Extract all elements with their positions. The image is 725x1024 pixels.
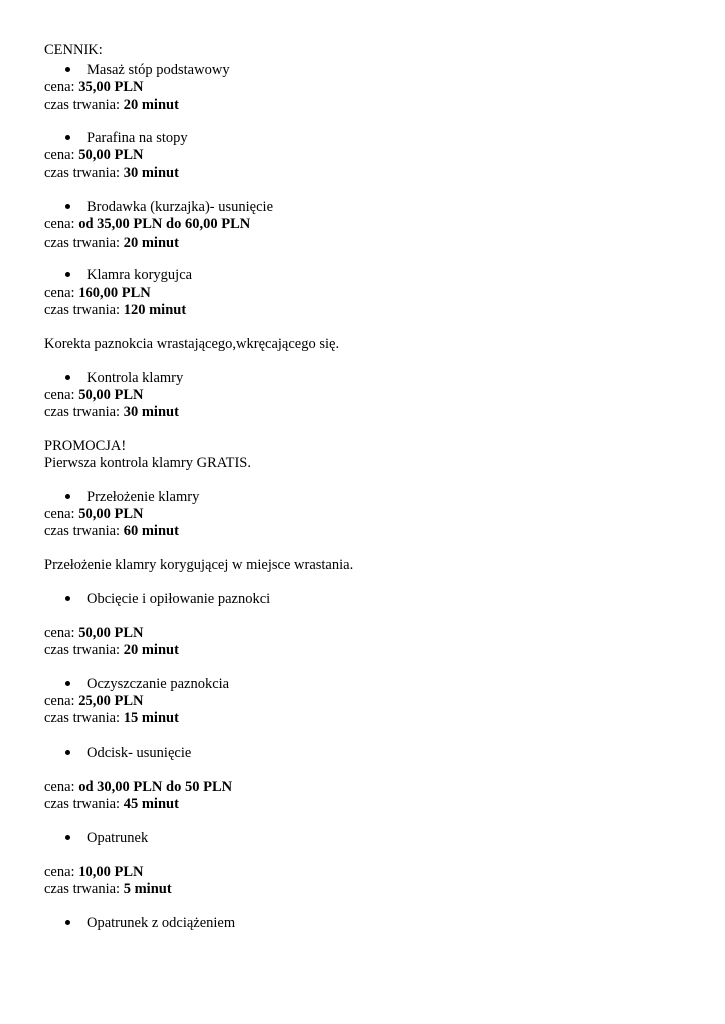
promo-title: PROMOCJA! [44, 438, 127, 454]
price-label: cena: [44, 387, 75, 403]
time-label: czas trwania: [44, 302, 121, 318]
time-value: 30 minut [123, 404, 179, 420]
time-value: 120 minut [123, 302, 187, 318]
list-item [65, 267, 193, 284]
bullet-icon [65, 750, 70, 755]
time-line [44, 710, 179, 727]
price-line [44, 147, 143, 164]
price-label: cena: [44, 625, 75, 641]
bullet-icon [65, 204, 70, 209]
price-label: cena: [44, 506, 75, 522]
list-item [65, 591, 271, 608]
list-item [65, 676, 230, 693]
price-line [44, 625, 143, 642]
bullet-icon [65, 920, 70, 925]
time-value: 45 minut [123, 796, 179, 812]
time-label: czas trwania: [44, 523, 121, 539]
time-value: 20 minut [123, 97, 179, 113]
time-line [44, 404, 179, 421]
bullet-icon [65, 67, 70, 72]
time-label: czas trwania: [44, 796, 121, 812]
price-line [44, 779, 232, 796]
price-value: od 30,00 PLN do 50 PLN [78, 779, 233, 795]
time-line [44, 97, 179, 114]
price-line [44, 693, 143, 710]
list-item [65, 745, 192, 762]
bullet-icon [65, 835, 70, 840]
price-value: 25,00 PLN [78, 693, 144, 709]
promo-text: Pierwsza kontrola klamry GRATIS. [44, 455, 251, 471]
service-note: Korekta paznokcia wrastającego,wkręcającego się. [44, 336, 340, 352]
bullet-icon [65, 135, 70, 140]
price-line [44, 864, 143, 881]
service-name: Kontrola klamry [87, 370, 184, 386]
price-line [44, 506, 143, 523]
price-value: 160,00 PLN [78, 285, 151, 301]
price-value: 50,00 PLN [78, 387, 144, 403]
price-value: 10,00 PLN [78, 864, 144, 880]
service-name: Klamra korygujca [87, 267, 193, 283]
service-name: Obcięcie i opiłowanie paznokci [87, 591, 271, 607]
bullet-icon [65, 375, 70, 380]
time-line [44, 235, 179, 252]
service-name: Oczyszczanie paznokcia [87, 676, 230, 692]
bullet-icon [65, 494, 70, 499]
service-note: Przełożenie klamry korygującej w miejsce wrastania. [44, 557, 354, 573]
time-label: czas trwania: [44, 881, 121, 897]
bullet-icon [65, 681, 70, 686]
list-item [65, 489, 200, 506]
time-label: czas trwania: [44, 235, 121, 251]
time-line [44, 165, 179, 182]
service-name: Parafina na stopy [87, 130, 188, 146]
service-name: Opatrunek [87, 830, 149, 846]
time-label: czas trwania: [44, 642, 121, 658]
bullet-icon [65, 596, 70, 601]
time-value: 15 minut [123, 710, 179, 726]
price-label: cena: [44, 779, 75, 795]
time-line [44, 642, 179, 659]
time-value: 20 minut [123, 235, 179, 251]
time-line [44, 302, 186, 319]
time-label: czas trwania: [44, 165, 121, 181]
list-item [65, 830, 149, 847]
price-value: 50,00 PLN [78, 506, 144, 522]
price-value: 35,00 PLN [78, 79, 144, 95]
bullet-icon [65, 272, 70, 277]
service-name: Opatrunek z odciążeniem [87, 915, 236, 931]
time-label: czas trwania: [44, 404, 121, 420]
time-label: czas trwania: [44, 710, 121, 726]
time-value: 60 minut [123, 523, 179, 539]
price-label: cena: [44, 864, 75, 880]
price-line [44, 387, 143, 404]
time-value: 20 minut [123, 642, 179, 658]
list-item [65, 62, 230, 79]
price-line [44, 79, 143, 96]
price-value: od 35,00 PLN do 60,00 PLN [78, 216, 251, 232]
price-label: cena: [44, 216, 75, 232]
time-line [44, 523, 179, 540]
page-title: CENNIK: [44, 42, 103, 58]
price-label: cena: [44, 147, 75, 163]
list-item [65, 370, 184, 387]
service-name: Odcisk- usunięcie [87, 745, 192, 761]
price-label: cena: [44, 693, 75, 709]
price-line [44, 216, 250, 233]
time-label: czas trwania: [44, 97, 121, 113]
time-line [44, 881, 172, 898]
price-value: 50,00 PLN [78, 625, 144, 641]
price-label: cena: [44, 79, 75, 95]
time-value: 30 minut [123, 165, 179, 181]
service-name: Masaż stóp podstawowy [87, 62, 230, 78]
price-label: cena: [44, 285, 75, 301]
service-name: Brodawka (kurzajka)- usunięcie [87, 199, 274, 215]
price-line [44, 285, 151, 302]
service-name: Przełożenie klamry [87, 489, 200, 505]
price-value: 50,00 PLN [78, 147, 144, 163]
list-item [65, 915, 236, 932]
list-item [65, 199, 274, 216]
time-line [44, 796, 179, 813]
list-item [65, 130, 188, 147]
time-value: 5 minut [123, 881, 172, 897]
